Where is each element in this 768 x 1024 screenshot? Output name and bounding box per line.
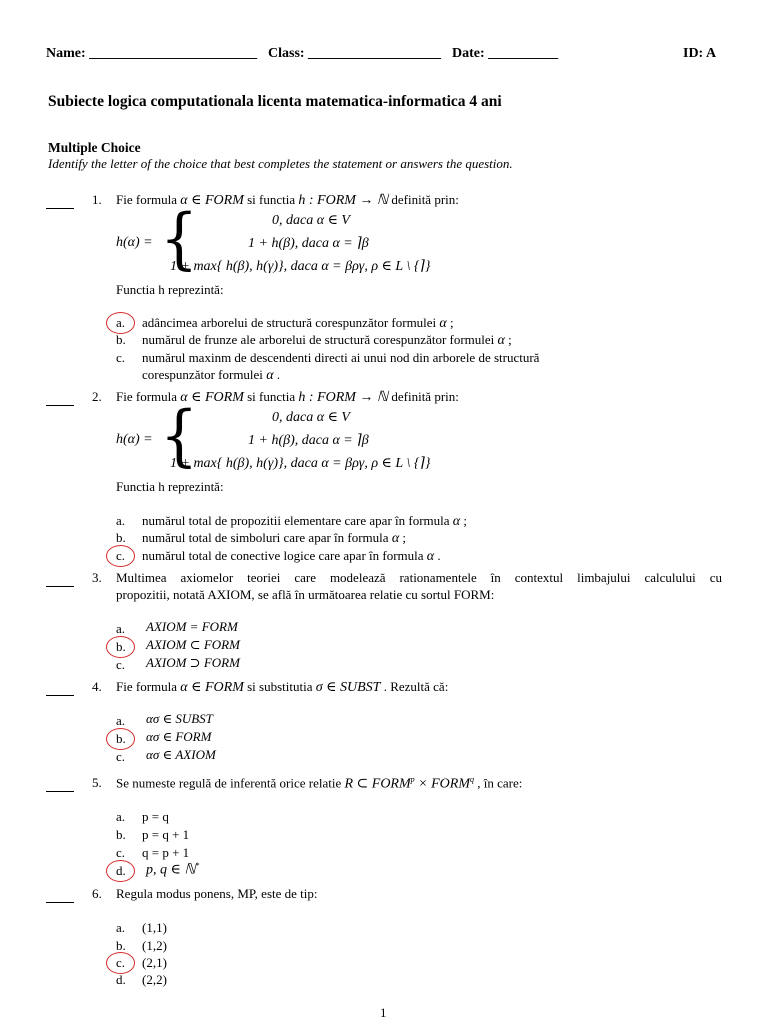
option-text-continued: corespunzător formulei α . [142,367,281,383]
definition-case: 0, daca α ∈ V [272,410,350,425]
option-text[interactable]: (2,2) [142,972,167,987]
question-text: Fie formula α ∈ FORM si functia h : FORM → ℕ definită prin: [116,389,459,405]
option-letter: b. [116,731,126,746]
answer-blank[interactable] [46,196,74,209]
option-letter: b. [116,530,126,545]
question-text: Fie formula α ∈ FORM si functia h : FORM → ℕ definită prin: [116,192,459,208]
option-text[interactable]: AXIOM ⊃ FORM [146,655,240,670]
option-text[interactable]: numărul total de propozitii elementare care apar în formula α ; [142,513,468,529]
definition-case: 1 + h(β), daca α = ⌉β [248,433,369,448]
option-text[interactable]: numărul total de simboluri care apar în formula α ; [142,530,407,546]
name-field-label: Name: ________________________ [46,46,258,61]
option-letter: d. [116,863,126,878]
option-letter: c. [116,657,126,672]
question-prompt: Functia h reprezintă: [116,479,224,494]
answer-blank[interactable] [46,779,74,792]
option-letter: b. [116,938,126,953]
option-letter: b. [116,639,126,654]
option-letter: a. [116,315,126,330]
option-letter: d. [116,972,126,987]
option-text[interactable]: numărul total de conective logice care apar în formula α . [142,548,441,564]
answer-blank[interactable] [46,683,74,696]
page-title: Subiecte logica computationala licenta matematica-informatica 4 ani [48,93,502,110]
option-text[interactable]: (1,2) [142,938,167,953]
option-text[interactable]: p = q + 1 [142,827,190,842]
option-text[interactable]: (1,1) [142,920,167,935]
question-text: Se numeste regulă de inferentă orice relatie R ⊂ $FORM^p$ × $FORM^q$ , în care: [116,775,523,792]
definition-lhs: h(α) = [116,235,153,250]
option-letter: a. [116,809,126,824]
option-letter: c. [116,955,126,970]
definition-case: 1 + max{ h(β), h(γ)}, daca α = βργ, ρ ∈ L \ {⌉} [170,456,431,471]
option-letter: a. [116,513,126,528]
definition-case: 1 + h(β), daca α = ⌉β [248,236,369,251]
definition-case: 0, daca α ∈ V [272,213,350,228]
option-text[interactable]: AXIOM ⊂ FORM [146,637,240,652]
definition-case: 1 + max{ h(β), h(γ)}, daca α = βργ, ρ ∈ L \ {⌉} [170,259,431,274]
left-brace: { [160,200,199,278]
option-text[interactable]: adâncimea arborelui de structură corespunzător formulei α ; [142,315,454,331]
option-text[interactable]: p = q [142,809,169,824]
option-letter: b. [116,332,126,347]
option-letter: c. [116,845,126,860]
option-text[interactable]: ασ ∈ AXIOM [146,747,216,762]
question-text: Regula modus ponens, MP, este de tip: [116,886,318,901]
option-text[interactable]: ασ ∈ FORM [146,729,212,744]
question-prompt: Functia h reprezintă: [116,282,224,297]
option-letter: a. [116,713,126,728]
date-field-label: Date: __________ [452,46,559,61]
question-text: Multimea axiomelor teoriei care modelează rationamentele în contextul limbajului calculului cu [116,570,722,585]
option-text[interactable]: numărul maxinm de descendenti directi ai unui nod din arborele de structură [142,350,540,365]
question-number: 2. [92,389,102,404]
option-letter: a. [116,621,126,636]
answer-blank[interactable] [46,393,74,406]
page-number: 1 [380,1005,387,1020]
option-text[interactable]: (2,1) [142,955,167,970]
option-text[interactable]: numărul de frunze ale arborelui de structură corespunzător formulei α ; [142,332,512,348]
id-label: ID: A [683,46,717,61]
option-letter: b. [116,827,126,842]
option-letter: c. [116,749,126,764]
option-letter: c. [116,350,126,365]
question-number: 3. [92,570,102,585]
answer-blank[interactable] [46,890,74,903]
definition-lhs: h(α) = [116,432,153,447]
question-number: 4. [92,679,102,694]
section-instructions: Identify the letter of the choice that best completes the statement or answers the question. [48,156,513,171]
option-text[interactable]: q = p + 1 [142,845,190,860]
option-letter: a. [116,920,126,935]
question-number: 6. [92,886,102,901]
question-text: Fie formula α ∈ FORM si substitutia σ ∈ SUBST . Rezultă că: [116,679,449,695]
question-number: 5. [92,775,102,790]
option-text[interactable]: AXIOM = FORM [146,619,238,634]
class-field-label: Class: ___________________ [268,46,442,61]
question-text-continued: propozitii, notată AXIOM, se află în următoarea relatie cu sortul FORM: [116,587,495,602]
answer-blank[interactable] [46,574,74,587]
option-letter: c. [116,548,126,563]
section-title: Multiple Choice [48,140,141,155]
left-brace: { [160,397,199,475]
option-text[interactable]: p, q ∈ ℕ* [146,861,200,878]
question-number: 1. [92,192,102,207]
option-text[interactable]: ασ ∈ SUBST [146,711,213,726]
